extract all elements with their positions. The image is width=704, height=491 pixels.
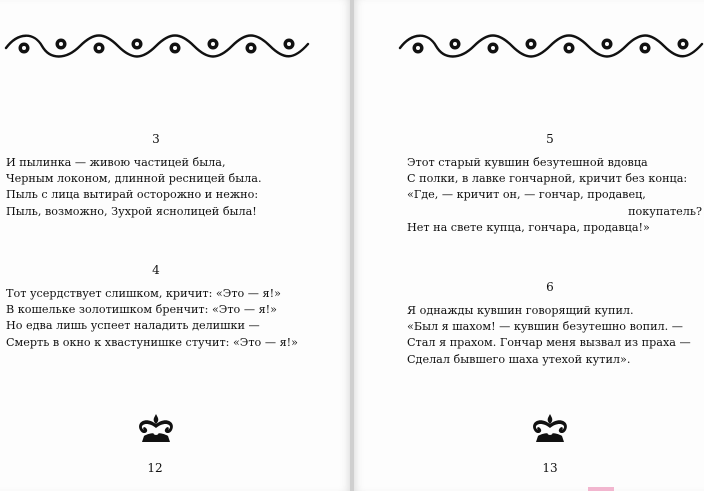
poem-number: 6 (546, 280, 554, 294)
scroll-border-ornament-icon (398, 30, 704, 62)
poem-stanza (6, 155, 262, 220)
poem-line-continuation: покупатель? (628, 204, 702, 218)
poem-line: Но едва лишь успеет наладить делишки — (6, 319, 260, 333)
poem-line: Этот старый кувшин безутешной вдовца (407, 156, 648, 169)
poem-line: Смерть в окно к хвастунишке стучит: «Это — я!» (6, 335, 298, 349)
poem-stanza (407, 155, 702, 236)
poem-line: «Был я шахом! — кувшин безутешно вопил. — (407, 320, 683, 334)
poem-line: «Где, — кричит он, — гончар, продавец, (407, 188, 646, 202)
poem-line: Стал я прахом. Гончар меня вызвал из праха — (407, 336, 691, 350)
poem-line: Тот усердствует слишком, кричит: «Это — я!» (6, 287, 281, 300)
poem-line: Пыль, возможно, Зухрой яснолицей была! (6, 204, 257, 218)
poem-line: С полки, в лавке гончарной, кричит без конца: (407, 172, 688, 186)
poem-line: Черным локоном, длинной ресницей была. (6, 172, 262, 186)
poem-stanza (6, 286, 298, 351)
poem-number: 5 (546, 132, 554, 146)
fleuron-ornament-icon (134, 412, 178, 444)
poem-line: Нет на свете купца, гончара, продавца!» (407, 220, 650, 234)
poem-number: 4 (152, 263, 160, 277)
fleuron-ornament-icon (528, 412, 572, 444)
left-page (0, 0, 350, 491)
scroll-border-ornament-icon (4, 30, 310, 62)
poem-line: Пыль с лица вытирай осторожно и нежно: (6, 188, 259, 202)
poem-line: И пылинка — живою частицей была, (6, 156, 226, 169)
poem-line: Сделал бывшего шаха утехой кутил». (407, 352, 631, 366)
poem-line: Я однажды кувшин говорящий купил. (407, 304, 634, 317)
poem-line: В кошельке золотишком бренчит: «Это — я!» (6, 303, 277, 317)
poem-stanza (407, 303, 691, 368)
page-number: 13 (542, 461, 558, 475)
right-page (354, 0, 704, 491)
bookmark-tab (588, 487, 614, 491)
page-number: 12 (147, 461, 163, 475)
poem-number: 3 (152, 132, 160, 146)
